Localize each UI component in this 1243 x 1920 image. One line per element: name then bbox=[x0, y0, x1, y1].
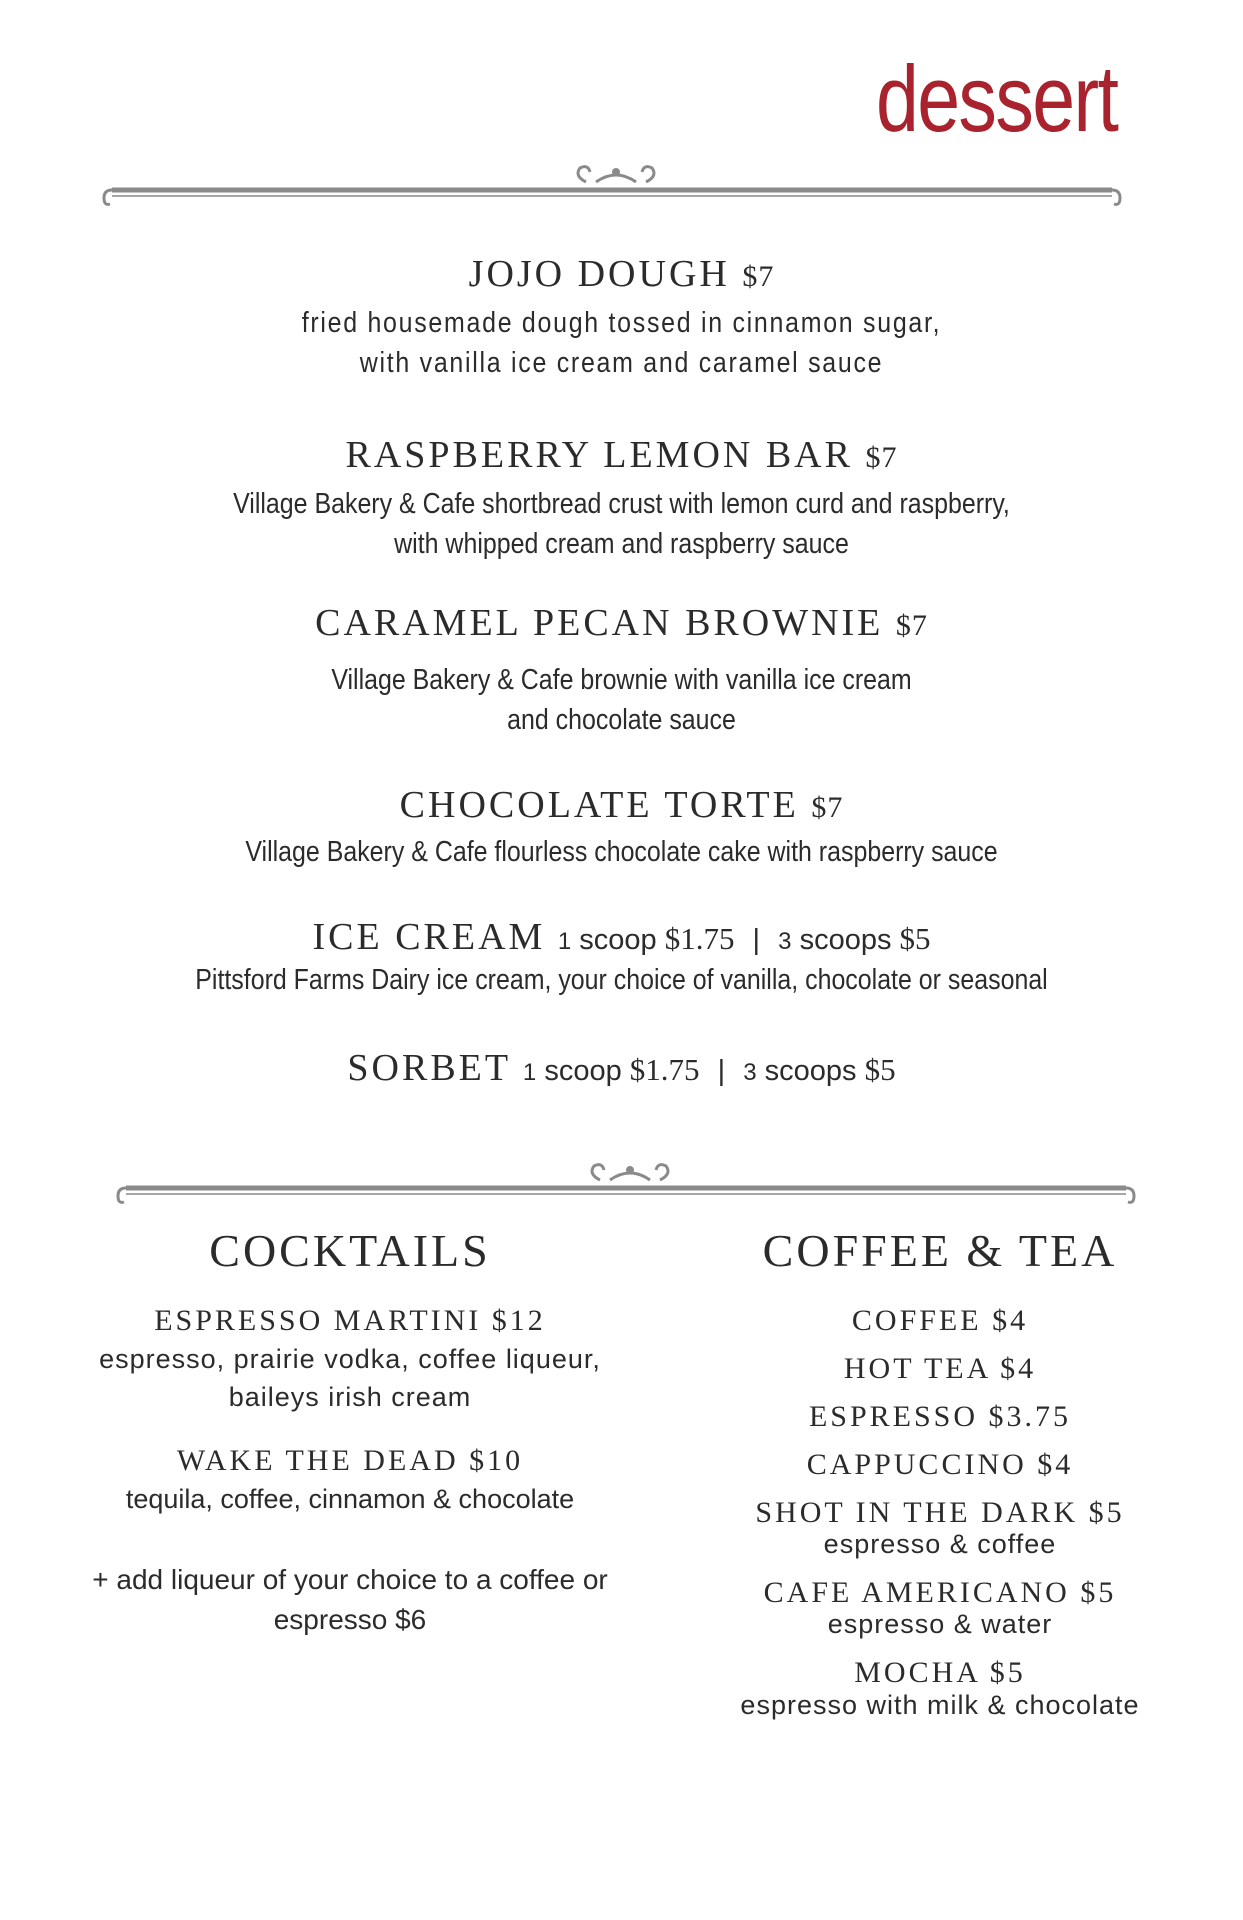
item-name: CARAMEL PECAN BROWNIE $7 bbox=[315, 602, 928, 644]
price-separator: | bbox=[717, 1055, 726, 1087]
item-price: $4 bbox=[1037, 1448, 1074, 1481]
item-price: $12 bbox=[491, 1304, 546, 1337]
item-description: Pittsford Farms Dairy ice cream, your choice of vanilla, chocolate or seasonal bbox=[195, 964, 1048, 996]
coffee-item-shot-in-the-dark bbox=[680, 1498, 1200, 1560]
item-description: Village Bakery & Cafe shortbread crust with lemon curd and raspberry, with whipped cream and raspberry sauce bbox=[233, 488, 1010, 560]
dessert-item-chocolate-torte bbox=[0, 786, 1243, 872]
item-description: fried housemade dough tossed in cinnamon sugar, with vanilla ice cream and caramel sauce bbox=[301, 307, 942, 379]
item-price: 1 scoop $1.75 | 3 scoops $5 bbox=[522, 1052, 896, 1087]
item-price: $4 bbox=[992, 1304, 1029, 1337]
item-price: $7 bbox=[742, 260, 775, 293]
cocktail-item-espresso-martini bbox=[90, 1306, 610, 1416]
item-description: espresso, prairie vodka, coffee liqueur, baileys irish cream bbox=[99, 1344, 601, 1412]
item-description: espresso & water bbox=[827, 1609, 1053, 1639]
coffee-item-cappuccino: CAPPUCCINO $4 bbox=[806, 1448, 1074, 1481]
item-description: espresso & coffee bbox=[823, 1529, 1057, 1559]
cocktail-item-wake-the-dead bbox=[90, 1446, 610, 1518]
coffee-item-espresso: ESPRESSO $3.75 bbox=[808, 1400, 1072, 1433]
item-price: $10 bbox=[469, 1444, 524, 1477]
item-description: tequila, coffee, cinnamon & chocolate bbox=[125, 1484, 575, 1514]
dessert-item-jojo-dough bbox=[0, 255, 1243, 383]
item-name: SHOT IN THE DARK $5 bbox=[755, 1496, 1125, 1529]
page-title: dessert bbox=[875, 46, 1117, 151]
ornamental-divider-top bbox=[0, 160, 1243, 220]
ornamental-divider-middle bbox=[0, 1158, 1243, 1218]
coffee-item-mocha bbox=[680, 1658, 1200, 1722]
item-name: MOCHA $5 bbox=[854, 1656, 1026, 1689]
item-price: 1 scoop $1.75 | 3 scoops $5 bbox=[557, 921, 931, 956]
dessert-item-caramel-pecan-brownie bbox=[0, 604, 1243, 740]
liqueur-add-on-note: + add liqueur of your choice to a coffee or espresso $6 bbox=[92, 1564, 608, 1635]
item-price: $7 bbox=[895, 609, 928, 642]
item-price: $4 bbox=[1000, 1352, 1037, 1385]
item-description: Village Bakery & Cafe brownie with vanilla ice cream and chocolate sauce bbox=[331, 664, 912, 736]
dessert-item-raspberry-lemon-bar bbox=[0, 436, 1243, 564]
cocktails-heading: COCKTAILS bbox=[209, 1225, 491, 1276]
item-price: $7 bbox=[811, 791, 844, 824]
cocktails-section bbox=[90, 1225, 610, 1640]
item-name: ICE CREAM 1 scoop $1.75 | 3 scoops $5 bbox=[312, 916, 931, 958]
item-price: $7 bbox=[865, 441, 898, 474]
coffee-tea-section bbox=[680, 1225, 1200, 1722]
coffee-item-cafe-americano bbox=[680, 1578, 1200, 1640]
price-separator: | bbox=[752, 924, 761, 956]
item-description: Village Bakery & Cafe flourless chocolate cake with raspberry sauce bbox=[245, 836, 998, 868]
item-name: WAKE THE DEAD $10 bbox=[176, 1444, 524, 1477]
item-name: JOJO DOUGH $7 bbox=[468, 253, 775, 295]
dessert-item-ice-cream bbox=[0, 918, 1243, 1000]
item-description: espresso with milk & chocolate bbox=[740, 1690, 1140, 1720]
item-name: CAFE AMERICANO $5 bbox=[763, 1576, 1117, 1609]
item-name: RASPBERRY LEMON BAR $7 bbox=[345, 434, 898, 476]
item-price: $5 bbox=[989, 1656, 1026, 1689]
item-name: CHOCOLATE TORTE $7 bbox=[399, 784, 844, 826]
item-price: $5 bbox=[1088, 1496, 1125, 1529]
item-price: $3.75 bbox=[988, 1400, 1072, 1433]
coffee-tea-heading: COFFEE & TEA bbox=[762, 1225, 1118, 1276]
dessert-item-sorbet bbox=[0, 1049, 1243, 1087]
item-price: $5 bbox=[1080, 1576, 1117, 1609]
item-name: ESPRESSO MARTINI $12 bbox=[154, 1304, 546, 1337]
coffee-item-hot-tea: HOT TEA $4 bbox=[843, 1352, 1037, 1385]
coffee-item-coffee: COFFEE $4 bbox=[851, 1304, 1029, 1337]
item-name: SORBET 1 scoop $1.75 | 3 scoops $5 bbox=[347, 1047, 896, 1089]
